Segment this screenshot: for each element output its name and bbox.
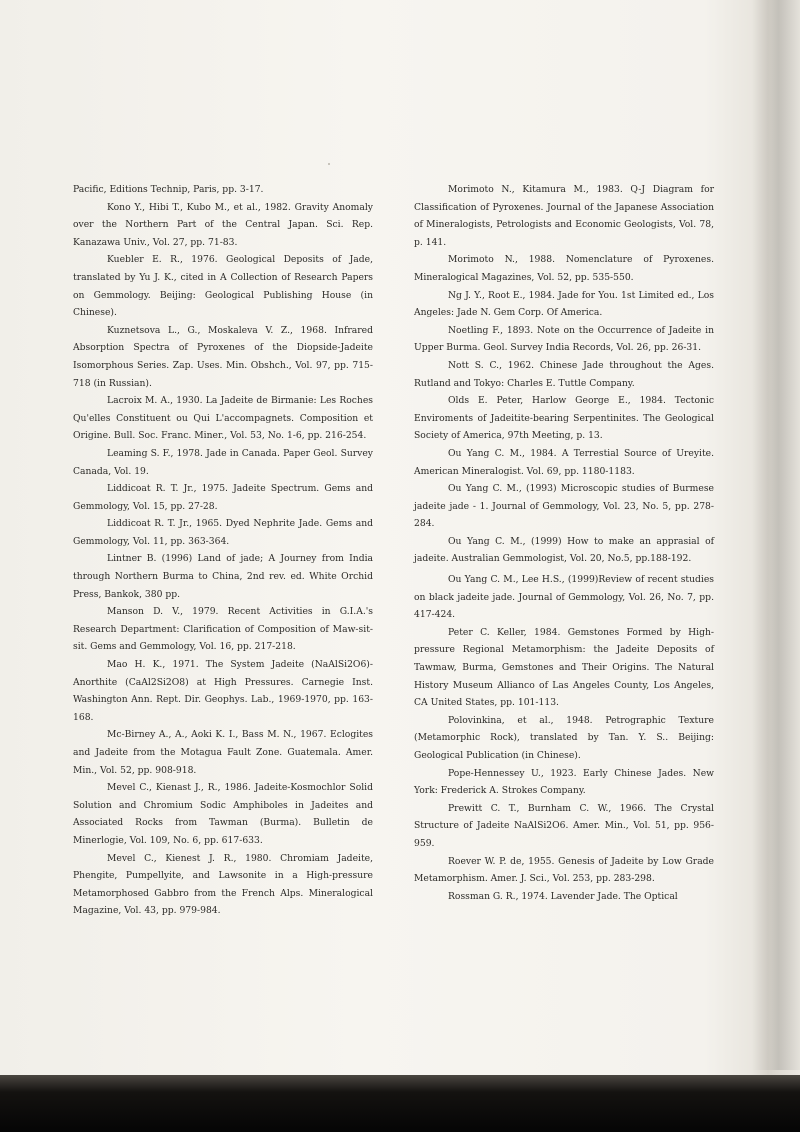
reference-entry: Kuebler E. R., 1976. Geological Deposits of Jade, translated by Yu J. K., cited in A Collection of Research Papers on Gemmology. Beijing: Geological Publishing House (in Chinese). xyxy=(73,254,373,319)
reference-entry: Olds E. Peter, Harlow George E., 1984. Tectonic Enviroments of Jadeitite-bearing Serpentinites. The Geological Society of America, 97th Meeting, p. 13. xyxy=(414,395,714,442)
reference-entry: Kuznetsova L., G., Moskaleva V. Z., 1968. Infrared Absorption Spectra of Pyroxenes of the Diopside-Jadeite Isomorphous Series. Zap. Uses. Min. Obshch., Vol. 97, pp. 715-718 (in Russian). xyxy=(73,324,373,389)
reference-entry: Ou Yang C. M., 1984. A Terrestial Source of Ureyite. American Mineralogist. Vol. 69, pp. 1180-1183. xyxy=(414,447,714,477)
reference-entry: Rossman G. R., 1974. Lavender Jade. The Optical xyxy=(448,890,678,902)
reference-entry: Peter C. Keller, 1984. Gemstones Formed by High-pressure Regional Metamorphism: the Jadeite Deposits of Tawmaw, Burma, Gemstones and Their Origins. The Natural History Museum Allianco of Las Angeles County, Los Angeles, CA United States, pp. 101-113. xyxy=(414,626,714,709)
reference-entry: Mevel C., Kienest J. R., 1980. Chromiam Jadeite, Phengite, Pumpellyite, and Lawsonite in a High-pressure Metamorphosed Gabbro from the French Alps. Mineralogical Magazine, Vol. 43, pp. 979-984. xyxy=(73,852,373,917)
reference-entry: Pacific, Editions Technip, Paris, pp. 3-17. xyxy=(73,184,264,195)
reference-entry: Lintner B. (1996) Land of jade; A Journey from India through Northern Burma to China, 2nd rev. ed. White Orchid Press, Bankok, 380 pp. xyxy=(73,553,373,600)
reference-entry: Mevel C., Kienast J., R., 1986. Jadeite-Kosmochlor Solid Solution and Chromium Sodic Amphiboles in Jadeites and Associated Rocks from Tawman (Burma). Bulletin de Minerlogie, Vol. 109, No. 6, pp. 617-633. xyxy=(73,782,373,846)
reference-entry: Ou Yang C. M., (1999) How to make an apprasial of jadeite. Australian Gemmologist, Vol. 20, No.5, pp.188-192. xyxy=(414,535,714,565)
reference-entry: Liddicoat R. T. Jr., 1965. Dyed Nephrite Jade. Gems and Gemmology, Vol. 11, pp. 363-364. xyxy=(73,518,373,547)
reference-entry: Noetling F., 1893. Note on the Occurrence of Jadeite in Upper Burma. Geol. Survey India Records, Vol. 26, pp. 26-31. xyxy=(414,324,714,354)
reference-entry: Morimoto N., 1988. Nomenclature of Pyroxenes. Mineralogical Magazines, Vol. 52, pp. 535-550. xyxy=(414,254,714,283)
reference-entry: Lacroix M. A., 1930. La Jadeite de Birmanie: Les Roches Qu'elles Constituent ou Qui L'accompagnets. Composition et Origine. Bull. Soc. Franc. Miner., Vol. 53, No. 1-6, pp. 216-254. xyxy=(73,395,373,442)
page-speck xyxy=(328,163,330,165)
reference-entry: Mao H. K., 1971. The System Jadeite (NaAlSi2O6)-Anorthite (CaAl2Si2O8) at High Pressures. Carnegie Inst. Washington Ann. Rept. Dir. Geophys. Lab., 1969-1970, pp. 163-168. xyxy=(73,659,373,723)
reference-entry: Mc-Birney A., A., Aoki K. I., Bass M. N., 1967. Eclogites and Jadeite from the Motagua Fault Zone. Guatemala. Amer. Min., Vol. 52, pp. 908-918. xyxy=(73,729,373,776)
reference-entry: Kono Y., Hibi T., Kubo M., et al., 1982. Gravity Anomaly over the Northern Part of the Central Japan. Sci. Rep. Kanazawa Univ., Vol. 27, pp. 71-83. xyxy=(73,201,373,248)
reference-entry: Ng J. Y., Root E., 1984. Jade for You. 1st Limited ed., Los Angeles: Jade N. Gem Corp. Of America. xyxy=(414,289,714,319)
reference-entry: Ou Yang C. M., (1993) Microscopic studies of Burmese jadeite jade - 1. Journal of Gemmology, Vol. 23, No. 5, pp. 278-284. xyxy=(414,483,714,530)
scan-bottom-edge xyxy=(0,1075,800,1132)
reference-entry: Manson D. V., 1979. Recent Activities in G.I.A.'s Research Department: Clarification of Composition of Maw-sit-sit. Gems and Gemmology, Vol. 16, pp. 217-218. xyxy=(73,606,373,653)
left-reference-column xyxy=(73,181,373,920)
spine-shadow xyxy=(752,0,800,1070)
reference-entry: Roever W. P. de, 1955. Genesis of Jadeite by Low Grade Metamorphism. Amer. J. Sci., Vol. 253, pp. 283-298. xyxy=(414,855,714,885)
reference-entry: Morimoto N., Kitamura M., 1983. Q-J Diagram for Classification of Pyroxenes. Journal of the Japanese Association of Mineralogists, Petrologists and Economic Geologists, Vol. 78, p. 141. xyxy=(414,184,714,248)
reference-entry: Pope-Hennessey U., 1923. Early Chinese Jades. New York: Frederick A. Strokes Company. xyxy=(414,767,714,797)
reference-entry: Nott S. C., 1962. Chinese Jade throughout the Ages. Rutland and Tokyo: Charles E. Tuttle Company. xyxy=(414,359,714,389)
reference-entry: Leaming S. F., 1978. Jade in Canada. Paper Geol. Survey Canada, Vol. 19. xyxy=(73,447,373,477)
right-reference-column xyxy=(414,181,714,905)
reference-entry: Prewitt C. T., Burnham C. W., 1966. The Crystal Structure of Jadeite NaAlSi2O6. Amer. Min., Vol. 51, pp. 956-959. xyxy=(414,802,714,849)
reference-entry: Liddicoat R. T. Jr., 1975. Jadeite Spectrum. Gems and Gemmology, Vol. 15, pp. 27-28. xyxy=(73,483,373,512)
reference-entry: Polovinkina, et al., 1948. Petrographic Texture (Metamorphic Rock), translated by Tan. Y. S.. Beijing: Geological Publication (in Chinese). xyxy=(414,714,714,761)
reference-entry: Ou Yang C. M., Lee H.S., (1999)Review of recent studies on black jadeite jade. Journal of Gemmology, Vol. 26, No. 7, pp. 417-424. xyxy=(414,574,714,621)
